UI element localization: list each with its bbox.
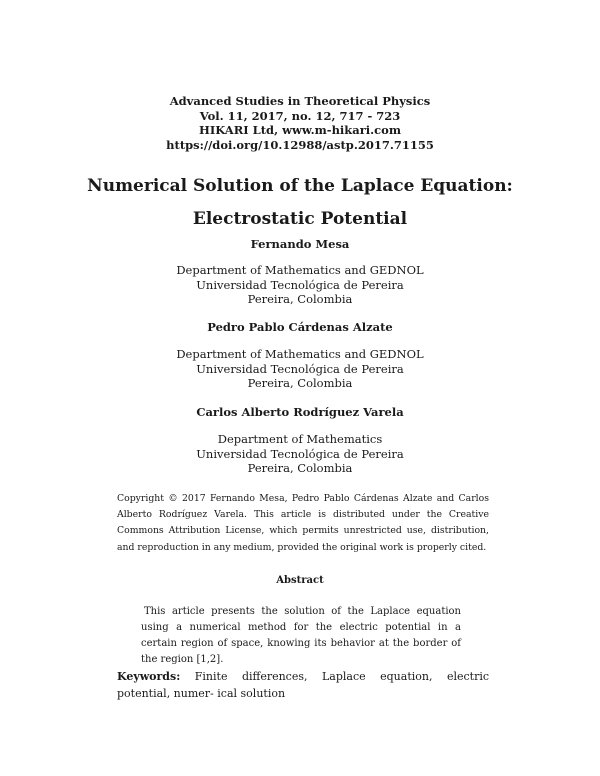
affiliation-line: Department of Mathematics and GEDNOL [176, 263, 424, 277]
journal-header [0, 94, 600, 152]
affiliation-line: Pereira, Colombia [247, 292, 353, 306]
keywords-section [117, 668, 489, 702]
copyright-line: Rodríguez Varela. This article is distributed under the Creative Commons Attribution [117, 509, 489, 537]
affiliation-line: Department of Mathematics [217, 432, 383, 446]
copyright-notice [117, 491, 489, 556]
abstract-line: This article presents the solution of the Laplace equation using a [141, 606, 461, 633]
affiliation-line: Universidad Tecnológica de Pereira [196, 446, 404, 461]
journal-publisher: HIKARI Ltd, www.m-hikari.com [199, 123, 401, 137]
title-line-1: Numerical Solution of the Laplace Equation: [87, 176, 513, 196]
keywords-label: Keywords: [117, 670, 181, 683]
journal-issue: Vol. 11, 2017, no. 12, 717 - 723 [199, 108, 401, 123]
author-1-name: Fernando Mesa [250, 237, 350, 251]
abstract-heading: Abstract [276, 575, 324, 586]
author-1-affiliation [0, 263, 600, 307]
abstract-body [141, 604, 461, 668]
author-3-affiliation [0, 432, 600, 476]
author-2-name: Pedro Pablo Cárdenas Alzate [207, 320, 393, 334]
copyright-line: provided the original work is properly cited. [277, 541, 487, 553]
affiliation-line: Pereira, Colombia [247, 376, 353, 390]
paper-title [0, 175, 600, 230]
keywords-line-2: ical solution [217, 687, 286, 700]
abstract-line: numerical method for the electric potential in a certain region of space, [141, 622, 461, 649]
title-line-2: Electrostatic Potential [192, 209, 408, 229]
author-3-name: Carlos Alberto Rodríguez Varela [196, 405, 404, 419]
affiliation-line: Pereira, Colombia [247, 461, 353, 475]
author-2-affiliation [0, 347, 600, 391]
affiliation-line: Department of Mathematics and GEDNOL [176, 347, 424, 361]
affiliation-line: Universidad Tecnológica de Pereira [196, 277, 404, 292]
copyright-line: License, which permits unrestricted use, distribution, and reproduction in any medium, [117, 525, 489, 553]
copyright-line: Copyright © 2017 Fernando Mesa, Pedro Pablo Cárdenas Alzate and Carlos Alberto [117, 493, 489, 521]
journal-name: Advanced Studies in Theoretical Physics [169, 94, 431, 108]
keywords-line-1: Finite differences, Laplace equation, electric potential, numer- [117, 670, 490, 700]
affiliation-line: Universidad Tecnológica de Pereira [196, 361, 404, 376]
journal-doi[interactable]: https://doi.org/10.12988/astp.2017.71155 [166, 137, 434, 152]
abstract-line: knowing its behavior at the border of the region [1,2]. [141, 638, 461, 665]
